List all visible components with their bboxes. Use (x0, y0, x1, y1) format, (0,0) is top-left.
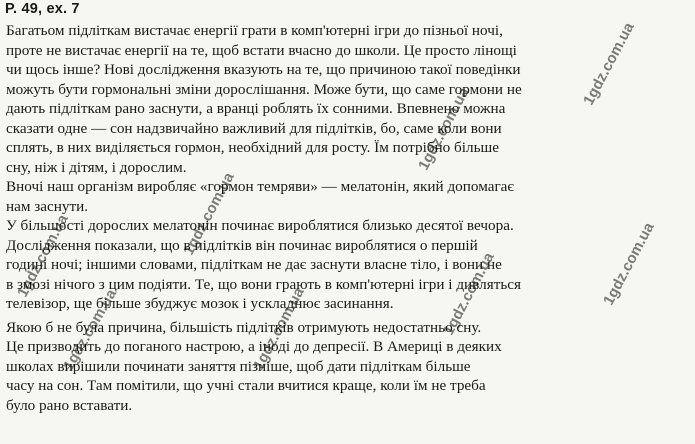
watermark: 1gdz.com.ua (180, 169, 238, 258)
text-line: чи щось інше? Нові дослідження вказують на те, що причиною такої поведінки (6, 61, 521, 78)
watermark: 1gdz.com.ua (250, 284, 308, 373)
text-line: Якою б не була причина, більшість підлітків отримують недостатньо сну. (6, 318, 482, 336)
text-line: Дослідження показали, що в підлітків він починає вироблятися о першій (6, 236, 478, 254)
text-line: телевізор, ще більше збуджує мозок і ускладнює засинання. (6, 295, 394, 312)
watermark: 1gdz.com.ua (580, 19, 638, 108)
text-line: годині ночі; іншими словами, підліткам не дає заснути власне тіло, і вони не (6, 256, 502, 273)
text-line: в змозі нічого з цим подіяти. Те, що вони грають в комп'ютерні ігри і дивляться (6, 275, 522, 293)
text-line: Це призводить до поганого настрою, а іноді до депресії. В Америці в деяких (6, 338, 502, 355)
watermark: 1gdz.com.ua (440, 249, 498, 338)
text-line: було рано вставати. (6, 396, 133, 414)
text-line: дають підліткам рано заснути, а вранці роблять їх сонними. Впевнено можна (6, 100, 506, 117)
text-line: Вночі наш організм виробляє «гормон темряви» — мелатонін, який допомагає (6, 178, 514, 195)
reading-text (6, 21, 690, 415)
text-line: Багатьом підліткам вистачає енергії грати в комп'ютерні ігри до пізньої ночі, (6, 22, 503, 39)
text-line: нам заснути. (6, 197, 89, 215)
paragraph-3 (6, 216, 690, 314)
text-line: сну, ніж і дітям, і дорослим. (6, 158, 187, 176)
text-line: сказати одне — сон надзвичайно важливий для підлітків, бо, саме коли вони (6, 119, 502, 137)
watermark: 1gdz.com.ua (600, 219, 658, 308)
text-line: часу на сон. Там помітили, що учні стали вчитися краще, коли їм не треба (6, 377, 486, 394)
text-line: сплять, в них виділяється гормон, необхідний для росту. Їм потрібно більше (6, 139, 499, 156)
text-line: У більшості дорослих мелатонін починає вироблятися близько десятої вечора. (6, 217, 514, 234)
watermark: 1gdz.com.ua (60, 286, 121, 374)
watermark: 1gdz.com.ua (14, 211, 72, 300)
text-line: школах вирішили починати заняття пізніше, щоб дати підліткам більше (6, 357, 471, 375)
paragraph-4 (6, 318, 690, 416)
text-line: проте не вистачає енергії на те, щоб встати вчасно до школи. Це просто лінощі (6, 41, 517, 59)
paragraph-2 (6, 177, 690, 216)
paragraph-1 (6, 21, 690, 177)
text-line: можуть бути гормональні зміни дорослішання. Може бути, що саме гормони не (6, 80, 522, 98)
watermark: 1gdz.com.ua (415, 84, 473, 173)
exercise-reference: P. 49, ex. 7 (5, 1, 80, 17)
